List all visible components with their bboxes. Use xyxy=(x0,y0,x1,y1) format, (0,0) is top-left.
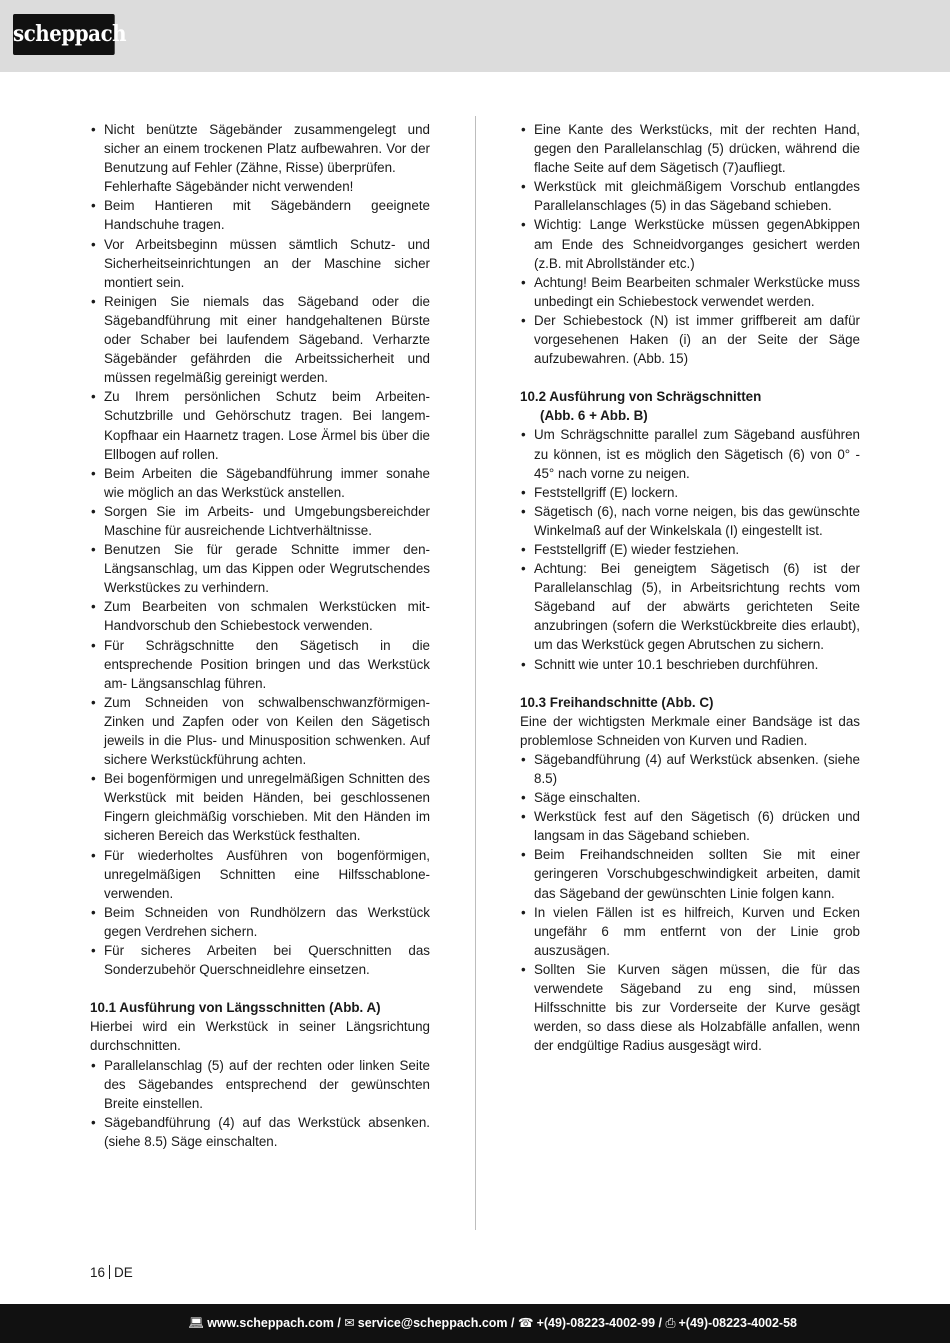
column-divider xyxy=(475,116,476,1230)
section-spacer xyxy=(520,674,860,693)
bullet-item: • Feststellgriff (E) lockern. xyxy=(520,483,860,502)
bullet-item: • Wichtig: Lange Werkstücke müssen gegenAbkippen am Ende des Schneidvorganges gesichert werden (z.B. mit Abrollständer etc.) xyxy=(520,215,860,272)
paragraph: Eine der wichtigsten Merkmale einer Bandsäge ist das problemlose Schneiden von Kurven und Radien. xyxy=(520,713,860,748)
bullet-item: • Nicht benützte Sägebänder zusammengelegt und sicher an einem trockenen Platz aufbewahren. Vor der Benutzung auf Fehler (Zähne, Risse) überprüfen. xyxy=(90,120,430,177)
bullet-item: • Sorgen Sie im Arbeits- und Umgebungsbereichder Maschine für ausreichende Lichtverhältnisse. xyxy=(90,502,430,540)
section-heading-title: 10.2 Ausführung von Schrägschnitten xyxy=(520,389,762,405)
bullet-item: • Bei bogenförmigen und unregelmäßigen Schnitten des Werkstück mit beiden Händen, bei geschlossenen Fingern gleichmäßig vorschieben. Mit den Händen im sicheren Bereich das Werkstück festhalten. xyxy=(90,769,430,845)
footer-phone: +(49)-08223-4002-99 / xyxy=(536,1316,662,1330)
phone-icon: ☎︎ xyxy=(517,1316,534,1330)
section-heading xyxy=(520,387,860,425)
warning-note: Fehlerhafte Sägebänder nicht verwenden! xyxy=(104,179,354,195)
footer-email[interactable]: service@scheppach.com / xyxy=(357,1316,515,1330)
footer-bar xyxy=(0,1304,950,1343)
bullet-item: • Benutzen Sie für gerade Schnitte immer den- Längsanschlag, um das Kippen oder Wegrutschendes Werkstückes zu verhindern. xyxy=(90,540,430,597)
bullet-item: • Um Schrägschnitte parallel zum Sägeband ausführen zu können, ist es möglich den Sägetisch (6) von 0° - 45° nach vorne zu neigen. xyxy=(520,425,860,482)
bullet-item: • Werkstück fest auf den Sägetisch (6) drücken und langsam in das Sägeband schieben. xyxy=(520,807,860,845)
bullet-item: • Werkstück mit gleichmäßigem Vorschub entlangdes Parallelanschlages (5) in das Sägeband schieben. xyxy=(520,177,860,215)
footer-website[interactable]: www.scheppach.com / xyxy=(207,1316,341,1330)
bullet-item: • Sägetisch (6), nach vorne neigen, bis das gewünschte Winkelmaß auf der Winkelskala (I) eingestellt ist. xyxy=(520,502,860,540)
bullet-item: • Achtung: Bei geneigtem Sägetisch (6) ist der Parallelanschlag (5), in Arbeitsrichtung rechts vom Sägeband auf der abwärts gerichteten Seite anzubringen (sofern die Werkstückbreite dies erlaubt), um das Werkstück gegen Abrutschen zu sichern. xyxy=(520,559,860,654)
page-number-separator xyxy=(109,1265,110,1279)
bullet-item: • Zu Ihrem persönlichen Schutz beim Arbeiten- Schutzbrille und Gehörschutz tragen. Bei langem- Kopfhaar ein Haarnetz tragen. Lose Ärmel bis über die Ellbogen auf rollen. xyxy=(90,387,430,463)
scheppach-logo: scheppach xyxy=(13,14,115,55)
mail-icon: ✉︎ xyxy=(344,1316,355,1330)
bullet-item: • Parallelanschlag (5) auf der rechten oder linken Seite des Sägebandes entsprechend der gewünschten Breite einstellen. xyxy=(90,1056,430,1113)
bullet-item: • Schnitt wie unter 10.1 beschrieben durchführen. xyxy=(520,655,860,674)
bullet-item: • Vor Arbeitsbeginn müssen sämtlich Schutz- und Sicherheitseinrichtungen an der Maschine sicher montiert sein. xyxy=(90,235,430,292)
section-heading: 10.1 Ausführung von Längsschnitten (Abb. A) xyxy=(90,1000,381,1016)
bullet-item: • Säge einschalten. xyxy=(520,788,860,807)
footer-fax: +(49)-08223-4002-58 xyxy=(678,1316,797,1330)
bullet-item: • Zum Bearbeiten von schmalen Werkstücken mit- Handvorschub den Schiebestock verwenden. xyxy=(90,597,430,635)
fax-icon: ⎙ xyxy=(665,1316,676,1330)
page-language: DE xyxy=(114,1265,133,1280)
bullet-item: • Sägebandführung (4) auf Werkstück absenken. (siehe 8.5) xyxy=(520,750,860,788)
bullet-item: • Zum Schneiden von schwalbenschwanzförmigen- Zinken und Zapfen oder von Keilen den Sägetisch jeweils in die Plus- und Minusposition schwenken. Auf sichere Werkstückführung achten. xyxy=(90,693,430,769)
bullet-item: • Beim Freihandschneiden sollten Sie mit einer geringeren Vorschubgeschwindigkeit arbeiten, damit das Sägeband der gewünschten Linie folgen kann. xyxy=(520,845,860,902)
section-spacer xyxy=(520,368,860,387)
right-column xyxy=(520,120,860,1055)
bullet-item: • Für Schrägschnitte den Sägetisch in die entsprechende Position bringen und das Werkstück am- Längsanschlag führen. xyxy=(90,636,430,693)
bullet-item: • Sägebandführung (4) auf das Werkstück absenken. (siehe 8.5) Säge einschalten. xyxy=(90,1113,430,1151)
section-heading-reference: (Abb. 6 + Abb. B) xyxy=(540,408,648,424)
section-heading: 10.3 Freihandschnitte (Abb. C) xyxy=(520,694,714,710)
page-number-value: 16 xyxy=(90,1265,106,1280)
bullet-item: • Für wiederholtes Ausführen von bogenförmigen, unregelmäßigen Schnitten eine Hilfsschablone- verwenden. xyxy=(90,846,430,903)
section-spacer xyxy=(90,979,430,998)
bullet-item: • Sollten Sie Kurven sägen müssen, die für das verwendete Sägeband zu eng sind, müssen Hilfsschnitte bis zur Vorderseite der Kurve gesägt werden, so dass diese als Holzabfälle anfallen, wenn der endgültige Radius ausgesägt wird. xyxy=(520,960,860,1055)
left-column xyxy=(90,120,430,1151)
bullet-item: • Achtung! Beim Bearbeiten schmaler Werkstücke muss unbedingt ein Schiebestock verwendet werden. xyxy=(520,273,860,311)
bullet-item: • In vielen Fällen ist es hilfreich, Kurven und Ecken ungefähr 6 mm entfernt von der Linie grob auszusägen. xyxy=(520,903,860,960)
computer-icon: 💻︎ xyxy=(188,1316,205,1330)
paragraph: Hierbei wird ein Werkstück in seiner Längsrichtung durchschnitten. xyxy=(90,1019,430,1054)
bullet-item: • Beim Arbeiten die Sägebandführung immer sonahe wie möglich an das Werkstück anstellen. xyxy=(90,464,430,502)
bullet-item: • Eine Kante des Werkstücks, mit der rechten Hand, gegen den Parallelanschlag (5) drücken, während die flache Seite auf dem Sägetisch (7)aufliegt. xyxy=(520,120,860,177)
bullet-item: • Reinigen Sie niemals das Sägeband oder die Sägebandführung mit einer handgehaltenen Bürste oder Schaber bei laufendem Sägeband. Verharzte Sägebänder gefährden die Arbeitssicherheit und müssen regelmäßig gereinigt werden. xyxy=(90,292,430,387)
bullet-item: • Für sicheres Arbeiten bei Querschnitten das Sonderzubehör Querschneidlehre einsetzen. xyxy=(90,941,430,979)
bullet-item: • Feststellgriff (E) wieder festziehen. xyxy=(520,540,860,559)
header-bar xyxy=(0,0,950,72)
bullet-item: • Beim Schneiden von Rundhölzern das Werkstück gegen Verdrehen sichern. xyxy=(90,903,430,941)
bullet-item: • Beim Hantieren mit Sägebändern geeignete Handschuhe tragen. xyxy=(90,196,430,234)
bullet-item: • Der Schiebestock (N) ist immer griffbereit am dafür vorgesehenen Haken (i) an der Seite der Säge aufzubewahren. (Abb. 15) xyxy=(520,311,860,368)
page-number xyxy=(90,1265,133,1280)
